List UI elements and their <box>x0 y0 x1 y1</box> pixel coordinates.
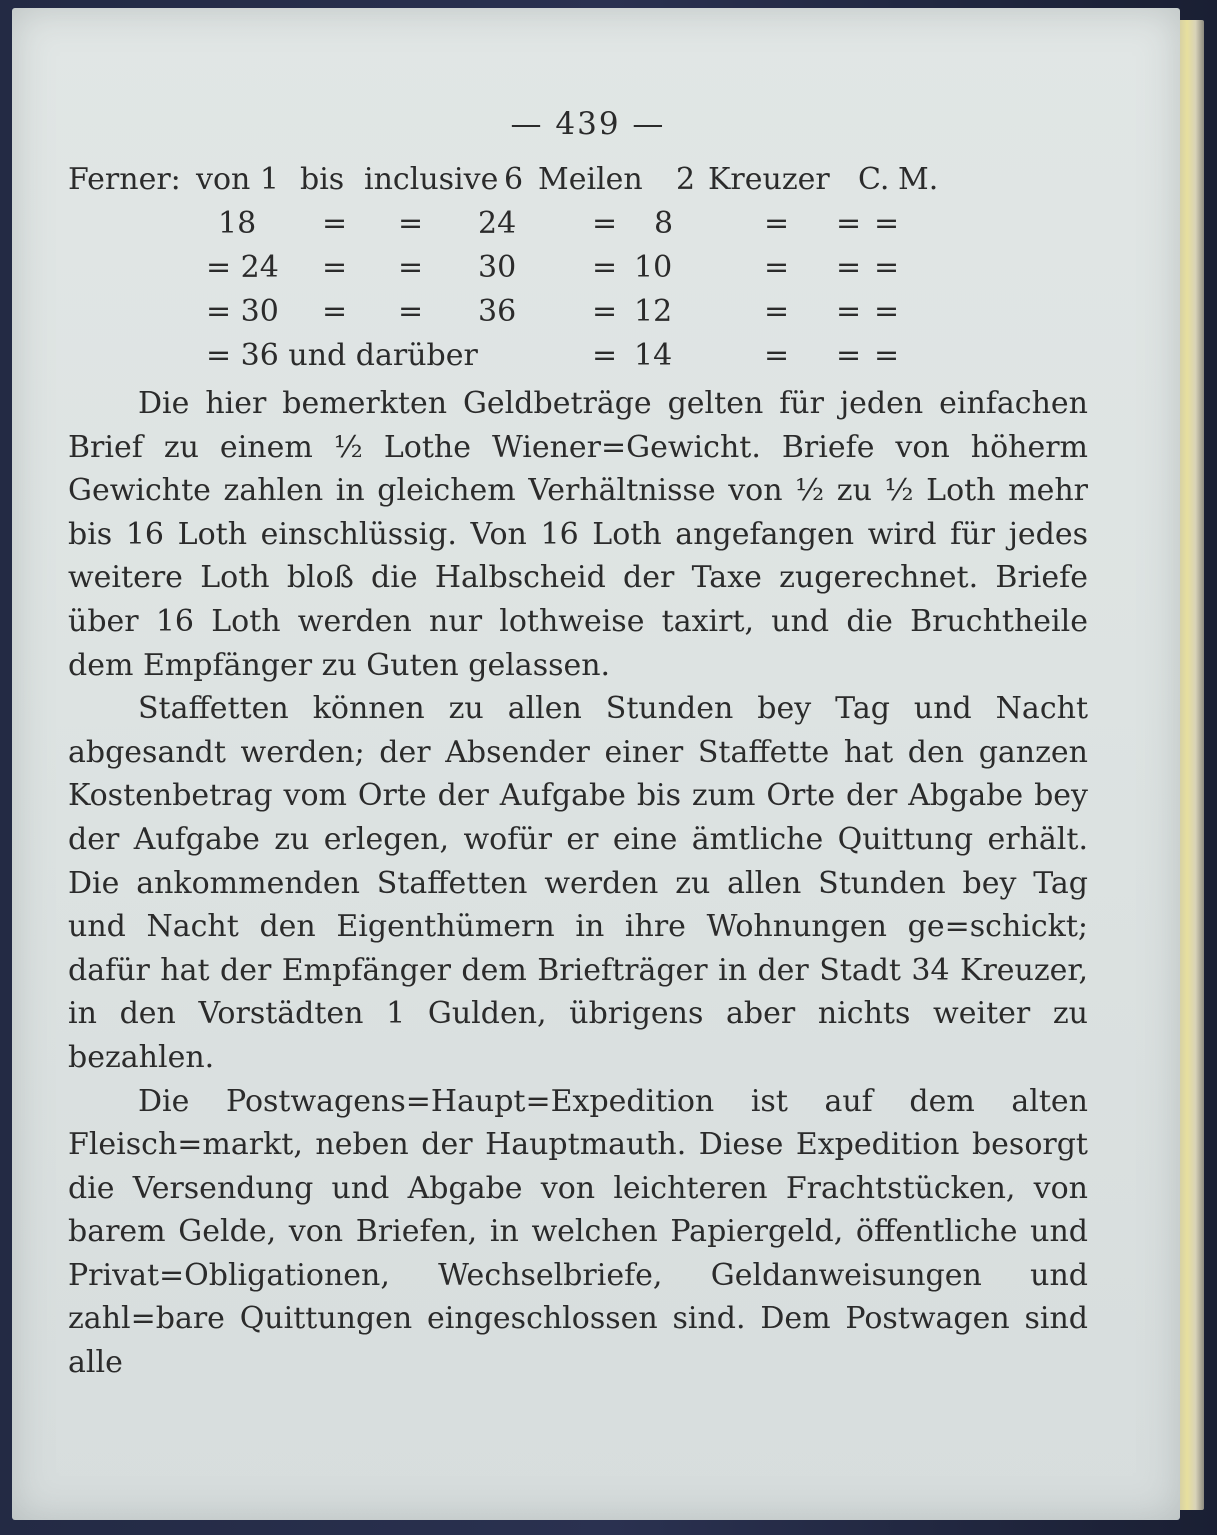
postage-rate-table <box>68 162 1088 382</box>
book-page <box>12 8 1180 1520</box>
rate-cm1: C. <box>858 162 890 197</box>
rate-unit: Meilen <box>538 162 643 197</box>
rate-ditto: = <box>398 206 424 241</box>
rate-ditto: = <box>836 338 862 373</box>
rate-amount: 10 <box>634 250 673 285</box>
rate-to: 36 <box>478 294 517 329</box>
rate-ditto: = <box>592 294 618 329</box>
rate-ditto: = <box>874 250 900 285</box>
rate-ditto: = <box>592 250 618 285</box>
rate-from: von 1 <box>196 162 279 197</box>
rate-row <box>68 250 1088 294</box>
rate-amount: 14 <box>634 338 673 373</box>
rate-from: = 36 und darüber <box>206 338 478 373</box>
rate-row <box>68 206 1088 250</box>
page-text <box>68 106 1088 1385</box>
rate-ditto: = <box>764 250 790 285</box>
rate-ditto: = <box>322 250 348 285</box>
page-edges <box>1176 20 1204 1510</box>
rate-amount: 8 <box>654 206 674 241</box>
rate-row <box>68 294 1088 338</box>
rate-from: = 24 <box>206 250 279 285</box>
rate-ditto: = <box>836 206 862 241</box>
rate-amount: 2 <box>676 162 696 197</box>
rate-ditto: = <box>398 294 424 329</box>
rate-to: 6 <box>504 162 524 197</box>
rate-ditto: = <box>764 294 790 329</box>
rate-ditto: = <box>322 206 348 241</box>
rate-to: 24 <box>478 206 517 241</box>
paragraph-staffetten: Staffetten können zu allen Stunden bey Tag und Nacht abgesandt werden; der Absender einer Staffette hat den ganzen Kostenbetrag vom Orte der Aufgabe bis zum Orte der Abgabe bey der Aufgabe zu erlegen, wofür er eine ämtliche Quittung erhält. Die ankommenden Staffetten werden zu allen Stunden bey Tag und Nacht den Eigenthümern in ihre Wohnungen ge=schickt; dafür hat der Empfänger dem Briefträger in der Stadt 34 Kreuzer, in den Vorstädten 1 Gulden, übrigens aber nichts weiter zu bezahlen. <box>68 691 1088 1075</box>
rate-ditto: = <box>398 250 424 285</box>
page-number: — 439 — <box>510 106 666 142</box>
rate-inclusive: inclusive <box>364 162 499 197</box>
rate-ditto: = <box>764 206 790 241</box>
rate-to: 30 <box>478 250 517 285</box>
rate-ditto: = <box>764 338 790 373</box>
rate-ditto: = <box>874 206 900 241</box>
rate-ditto: = <box>874 294 900 329</box>
rate-ditto: = <box>592 206 618 241</box>
rate-currency: Kreuzer <box>708 162 830 197</box>
rate-bis: bis <box>300 162 345 197</box>
rate-from: = 30 <box>206 294 279 329</box>
rate-row <box>68 162 1088 206</box>
rate-ditto: = <box>874 338 900 373</box>
rate-ditto: = <box>836 250 862 285</box>
rate-ditto: = <box>322 294 348 329</box>
rate-row <box>68 338 1088 382</box>
rate-amount: 12 <box>634 294 673 329</box>
paragraph-postwagen: Die Postwagens=Haupt=Expedition ist auf dem alten Fleisch=markt, neben der Hauptmauth. Diese Expedition besorgt die Versendung und Abgabe von leichteren Frachtstücken, von barem Gelde, von Briefen, in welchen Papiergeld, öffentliche und Privat=Obligationen, Wechselbriefe, Geldanweisungen und zahl=bare Quittungen eingeschlossen sind. Dem Postwagen sind alle <box>68 1083 1088 1381</box>
paragraph-letter-weights: Die hier bemerkten Geldbeträge gelten für jeden einfachen Brief zu einem ½ Lothe Wiener=Gewicht. Briefe von höherm Gewichte zahlen in gleichem Verhältnisse von ½ zu ½ Loth mehr bis 16 Loth einschlüssig. Von 16 Loth angefangen wird für jedes weitere Loth bloß die Halbscheid der Taxe zugerechnet. Briefe über 16 Loth werden nur lothweise taxirt, und die Bruchtheile dem Empfänger zu Guten gelassen. <box>68 386 1088 683</box>
rate-cm2: M. <box>898 162 939 197</box>
rate-from: 18 <box>218 206 257 241</box>
rate-ditto: = <box>592 338 618 373</box>
rate-ditto: = <box>836 294 862 329</box>
rate-intro: Ferner: <box>68 162 181 197</box>
